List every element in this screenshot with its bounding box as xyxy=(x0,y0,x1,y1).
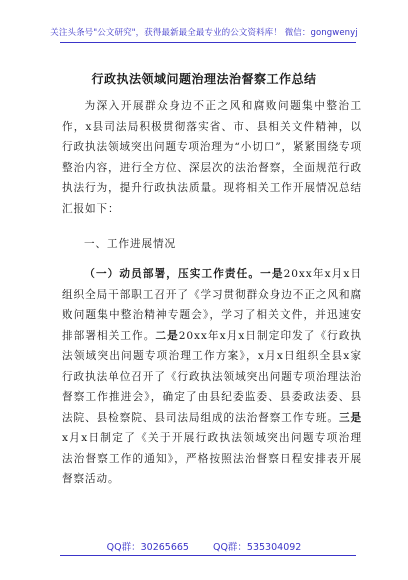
section-heading-text: 一、工作进展情况 xyxy=(84,238,176,250)
footer-divider xyxy=(60,555,356,556)
item-1-text-3: x月x日制定了《关于开展行政执法领域突出问题专项治理法治督察工作的通知》，严格按照法治督察日程安排表开展督察活动。 xyxy=(62,432,362,485)
section-heading xyxy=(62,234,362,255)
intro-paragraph xyxy=(62,96,362,219)
footer-qq-1: QQ群：30265665 xyxy=(106,542,189,553)
item-1-text-2: 20xx年x月x日制定印发了《行政执法领域突出问题专项治理工作方案》，x月x日组织全县x家行政执法单位召开了《行政执法领域突出问题专项治理法治督察工作推进会》，确定了由县纪委监委、县委政法委、县法院、县检察院、县司法局组成的法治督察工作专班。 xyxy=(62,329,363,424)
item-1-lead-2: 二是 xyxy=(155,329,179,342)
item-1-lead-3: 三是 xyxy=(338,411,362,424)
header-divider xyxy=(60,42,356,43)
document-title: 行政执法领域问题治理法治督察工作总结 xyxy=(91,72,317,86)
footer-qq-2: QQ群：535304092 xyxy=(212,542,302,553)
footer-contacts xyxy=(0,539,408,553)
item-1-text-1: 20xx年x月x日组织全局干部职工召开了《学习贯彻群众身边不正之风和腐败问题集中整治精神专题会》，学习了相关文件，并迅速安排部署相关工作。 xyxy=(62,268,362,342)
item-1-lead-1: 一是 xyxy=(260,268,284,280)
header-banner: 关注头条号"公文研究"，获得最新最全最专业的公文资料库！ 微信：gongwenyj xyxy=(50,28,358,38)
intro-text: 为深入开展群众身边不正之风和腐败问题集中整治工作，x县司法局积极贯彻落实省、市、县相关文件精神，以行政执法领域突出问题专项治理为“小切口”，紧紧围绕专项整治内容，进行全方位、深层次的法治督察，全面规范行政执法行为，提升行政执法质量。现将相关工作开展情况总结汇报如下： xyxy=(62,100,362,215)
item-1-heading: （一）动员部署，压实工作责任。 xyxy=(84,268,261,280)
item-1-paragraph xyxy=(62,264,362,490)
